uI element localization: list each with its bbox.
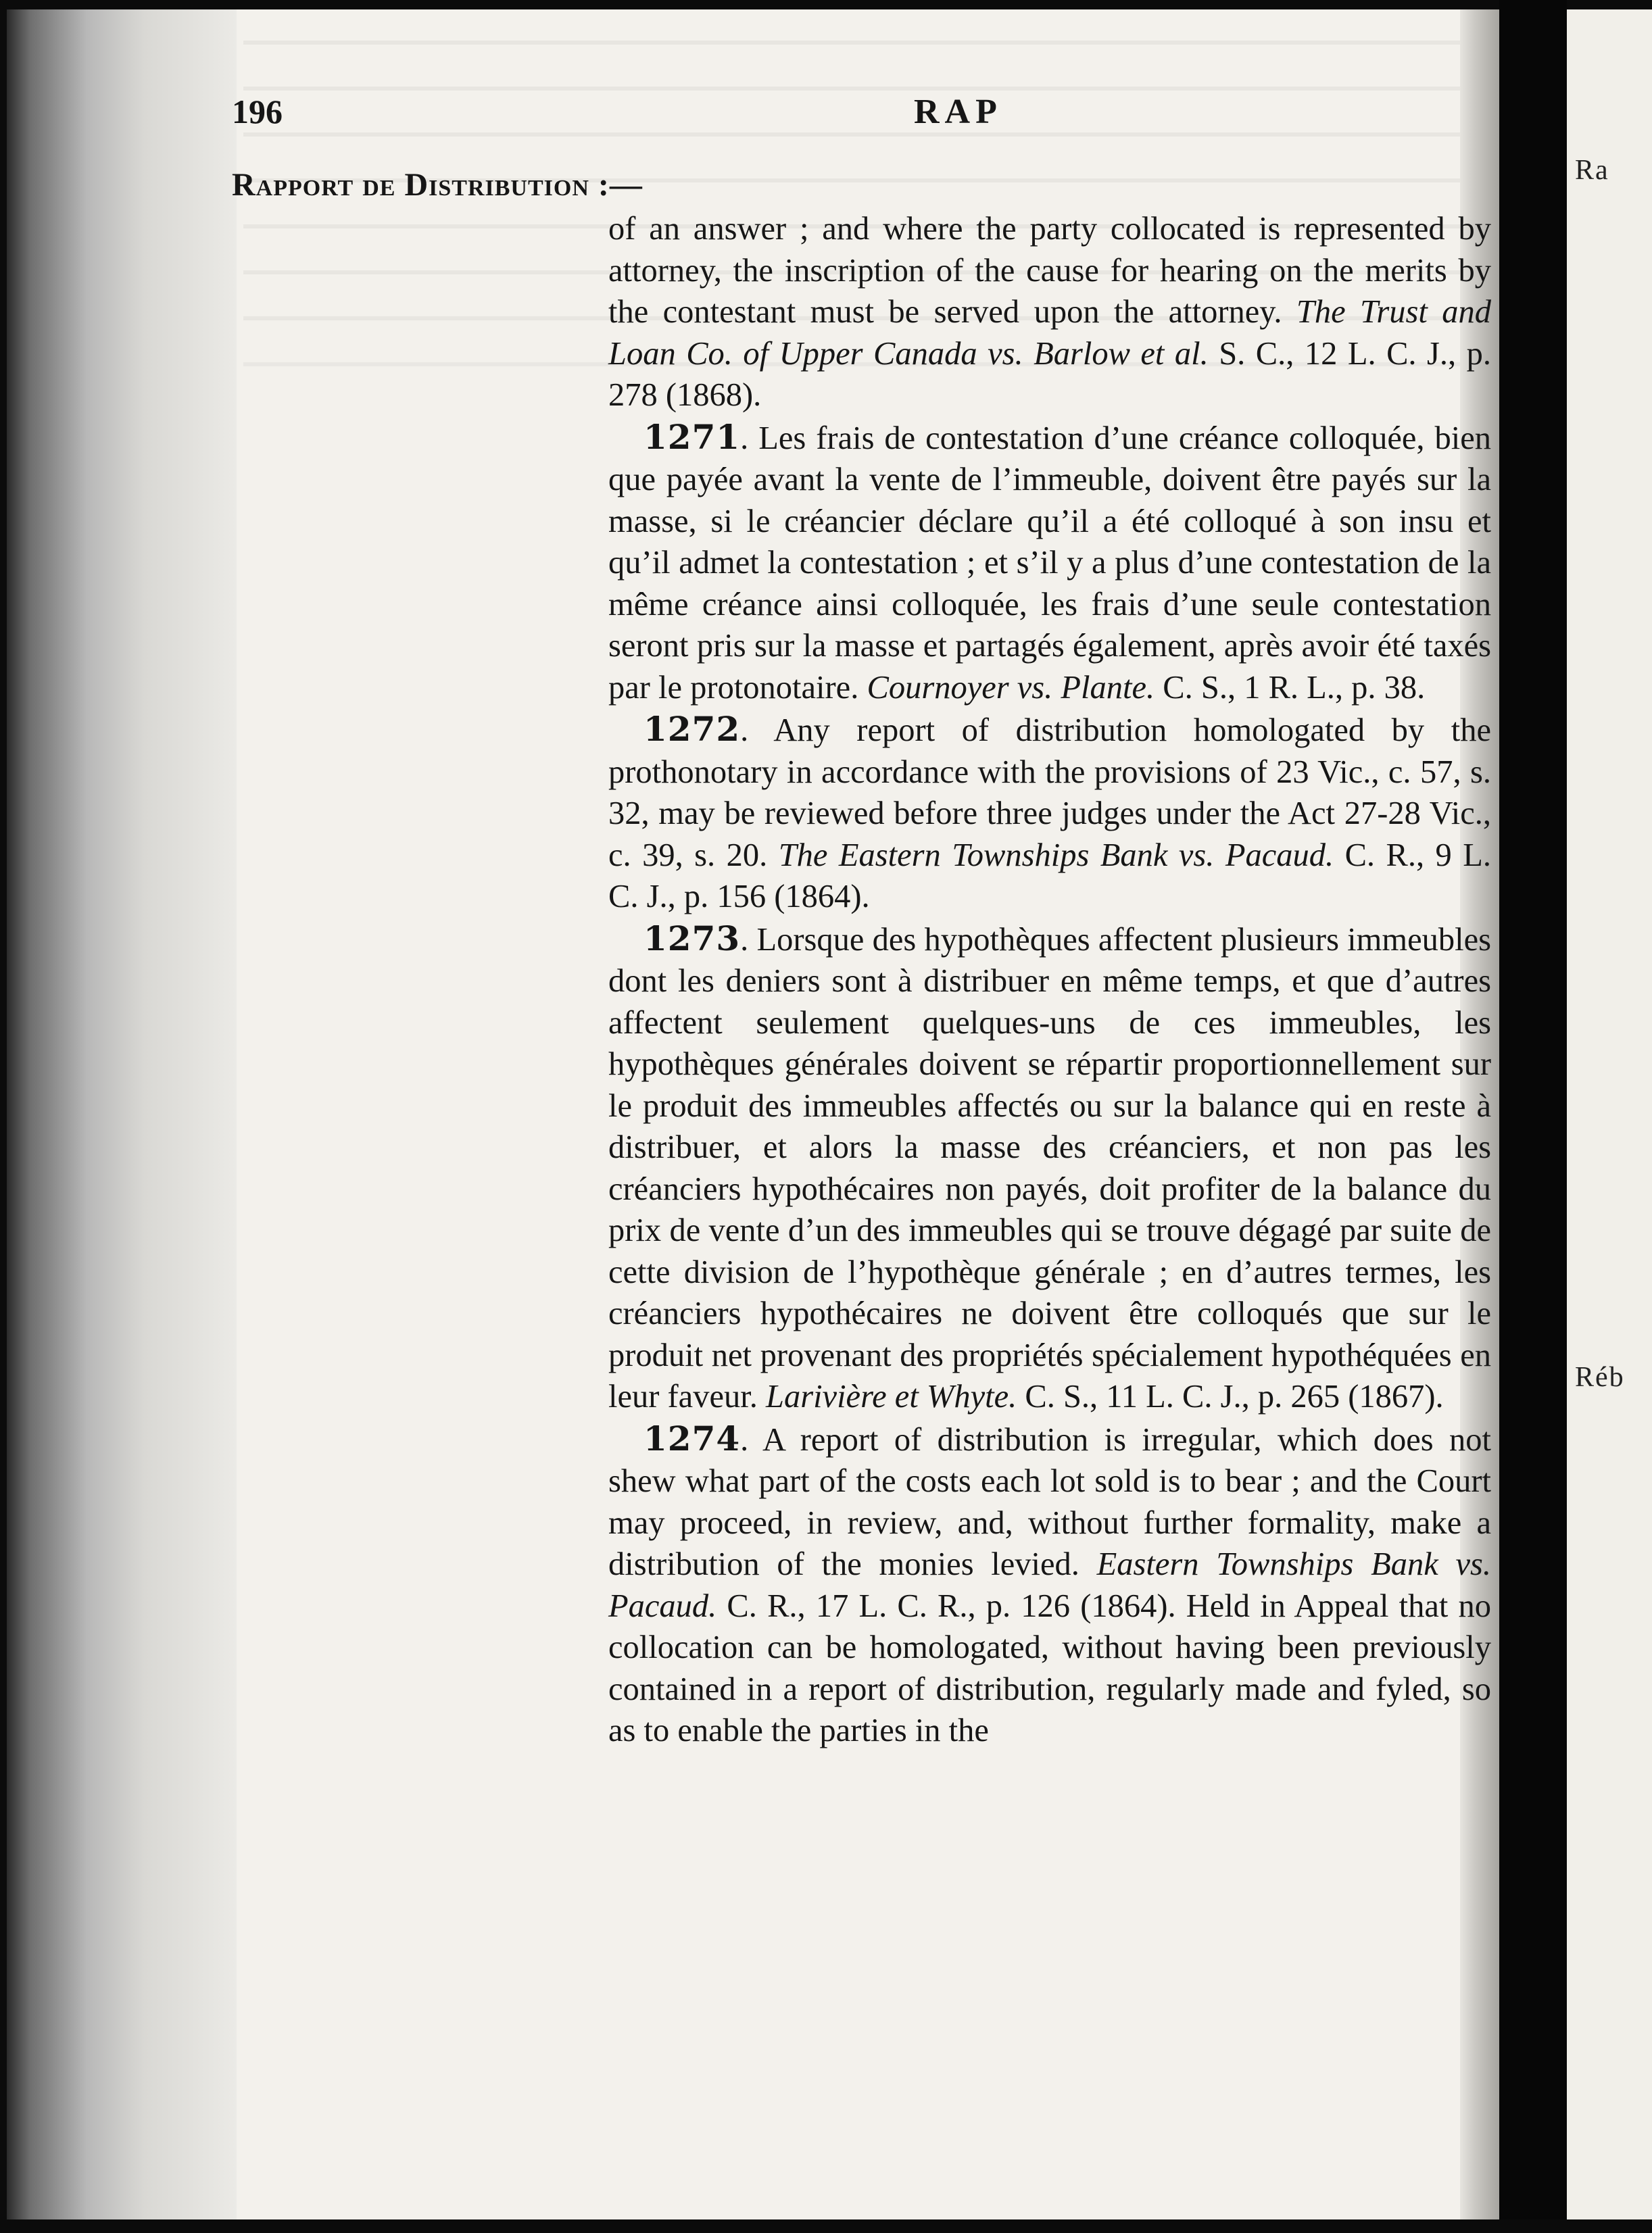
entry-1274	[608, 1418, 1491, 1752]
continuation-citation: S. C., 12 L. C. J., p. 278 (1868).	[608, 335, 1492, 413]
case-citation: The Trust and Loan Co. of Upper Canada vs. Barlow et al.	[608, 294, 1491, 372]
case-citation: Eastern Townships Bank vs. Pacaud.	[608, 1546, 1491, 1624]
entry-number: 1274	[643, 1418, 741, 1458]
body-text	[608, 208, 1491, 1752]
entry-citation: C. S., 1 R. L., p. 38.	[1155, 669, 1426, 706]
section-heading: Rapport de Distribution :—	[232, 167, 643, 203]
scan-gap	[1499, 0, 1567, 2233]
entry-1272	[608, 708, 1491, 918]
continuation-text: of an answer ; and where the party collocated is represented by attorney, the inscription of the cause for hearing on the merits by the contestant must be served upon the attorney.	[608, 211, 1491, 330]
entry-citation: C. R., 9 L. C. J., p. 156 (1864).	[608, 837, 1491, 914]
adjacent-page-head-fragment: Ra	[1575, 155, 1609, 186]
entry-1273	[608, 918, 1491, 1418]
entry-1271	[608, 416, 1491, 709]
entry-text: . Les frais de contestation d’une créance colloquée, bien que payée avant la vente de l’immeuble, doivent être payés sur la masse, si le créancier déclare qu’il a été colloqué à son insu et qu’il admet la contestation ; et s’il y a plus d’une contestation de la même créance ainsi colloquée, les frais d’une seule contestation seront pris sur la masse et partagés également, après avoir été taxés par le protonotaire.	[608, 420, 1491, 706]
scan-border-bottom	[0, 2219, 1652, 2233]
continuation-paragraph	[608, 208, 1491, 416]
case-citation: The Eastern Townships Bank vs. Pacaud.	[778, 837, 1334, 873]
entry-text: . Lorsque des hypothèques affectent plusieurs immeubles dont les deniers sont à distribuer en même temps, et que d’autres affectent seulement quelques-uns de ces immeubles, les hypothèques générales doivent se répartir proportionnellement sur le produit des immeubles affectés ou sur la balance qui en reste à distribuer, et alors la masse des créanciers, et non pas les créanciers hypothécaires non payés, doit profiter de la balance du prix de vente d’un des immeubles qui se trouve dégagé par suite de cette division de l’hypothèque générale ; en d’autres termes, les créanciers hypothécaires ne doivent être colloqués que sur le produit net provenant des propriétés spécialement hypothéquées en leur faveur.	[608, 921, 1491, 1415]
adjacent-page	[1567, 9, 1652, 2219]
case-citation: Cournoyer vs. Plante.	[867, 669, 1155, 706]
book-gutter-shadow	[7, 9, 237, 2219]
case-citation: Larivière et Whyte.	[765, 1379, 1017, 1415]
entry-number: 1271	[643, 416, 741, 457]
adjacent-page-margin-fragment: Réb	[1575, 1362, 1625, 1393]
entry-number: 1272	[643, 709, 741, 749]
entry-text: . Any report of distribution homologated by the prothonotary in accordance with the provisions of 23 Vic., c. 57, s. 32, may be reviewed before three judges under the Act 27-28 Vic., c. 39, s. 20.	[608, 712, 1491, 873]
entry-citation: C. R., 17 L. C. R., p. 126 (1864). Held in Appeal that no collocation can be homologated, without having been previously contained in a report of distribution, regularly made and fyled, so as to enable the parties in the	[608, 1588, 1491, 1748]
entry-citation: C. S., 11 L. C. J., p. 265 (1867).	[1017, 1379, 1444, 1415]
entry-text: . A report of distribution is irregular, which does not shew what part of the costs each lot sold is to bear ; and the Court may proceed, in review, and, without further formality, make a distribution of the monies levied.	[608, 1421, 1491, 1582]
running-head: RAP	[914, 93, 1002, 131]
entry-number: 1273	[643, 918, 741, 958]
scan-border-left	[0, 0, 7, 2233]
page-number: 196	[232, 93, 283, 130]
